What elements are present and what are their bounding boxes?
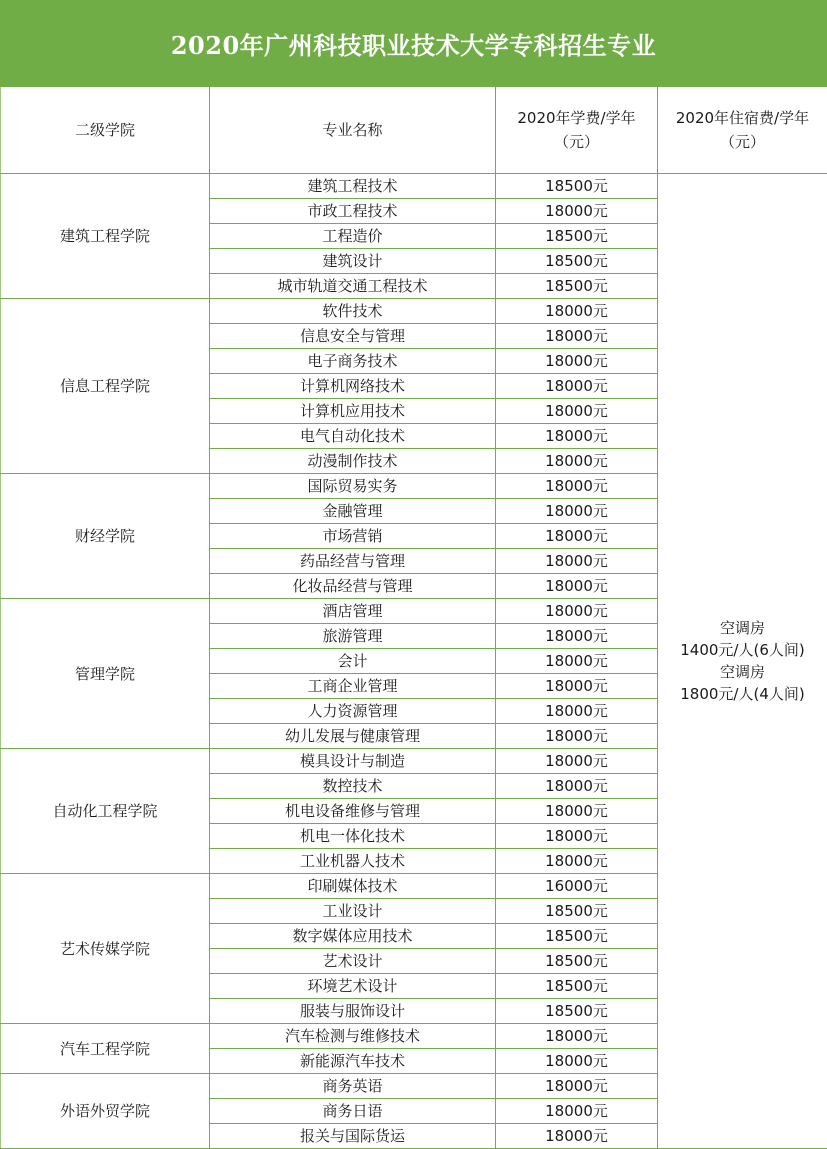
major-name-cell: 数控技术 bbox=[210, 774, 496, 799]
tuition-fee-cell: 18000元 bbox=[496, 399, 658, 424]
header-college-label: 二级学院 bbox=[74, 121, 135, 139]
tuition-fee-cell: 18000元 bbox=[496, 624, 658, 649]
major-name-cell: 商务日语 bbox=[210, 1099, 496, 1124]
major-name-cell: 酒店管理 bbox=[210, 599, 496, 624]
tuition-fee-cell: 16000元 bbox=[496, 874, 658, 899]
major-name-cell: 药品经营与管理 bbox=[210, 549, 496, 574]
college-name-cell: 建筑工程学院 bbox=[1, 174, 210, 299]
major-name-cell: 市政工程技术 bbox=[210, 199, 496, 224]
major-name-cell: 工业机器人技术 bbox=[210, 849, 496, 874]
college-name-cell: 管理学院 bbox=[1, 599, 210, 749]
tuition-fee-cell: 18000元 bbox=[496, 674, 658, 699]
college-name-cell: 艺术传媒学院 bbox=[1, 874, 210, 1024]
tuition-fee-cell: 18500元 bbox=[496, 974, 658, 999]
major-name-cell: 工业设计 bbox=[210, 899, 496, 924]
dorm-fee-cell bbox=[658, 174, 827, 1149]
dorm-fee-line1: 空调房 bbox=[719, 619, 765, 637]
tuition-fee-cell: 18000元 bbox=[496, 749, 658, 774]
tuition-fee-cell: 18000元 bbox=[496, 499, 658, 524]
tuition-fee-cell: 18000元 bbox=[496, 699, 658, 724]
major-name-cell: 金融管理 bbox=[210, 499, 496, 524]
tuition-fee-cell: 18000元 bbox=[496, 424, 658, 449]
tuition-fee-cell: 18000元 bbox=[496, 824, 658, 849]
major-name-cell: 建筑设计 bbox=[210, 249, 496, 274]
college-name-cell: 财经学院 bbox=[1, 474, 210, 599]
tuition-fee-cell: 18000元 bbox=[496, 474, 658, 499]
header-tuition-line2: （元） bbox=[553, 133, 599, 151]
tuition-fee-cell: 18000元 bbox=[496, 524, 658, 549]
major-name-cell: 动漫制作技术 bbox=[210, 449, 496, 474]
tuition-fee-cell: 18500元 bbox=[496, 249, 658, 274]
major-name-cell: 数字媒体应用技术 bbox=[210, 924, 496, 949]
major-name-cell: 印刷媒体技术 bbox=[210, 874, 496, 899]
dorm-fee-line3: 空调房 bbox=[719, 663, 765, 681]
major-name-cell: 信息安全与管理 bbox=[210, 324, 496, 349]
tuition-fee-cell: 18000元 bbox=[496, 1074, 658, 1099]
major-name-cell: 机电设备维修与管理 bbox=[210, 799, 496, 824]
major-name-cell: 人力资源管理 bbox=[210, 699, 496, 724]
tuition-fee-cell: 18000元 bbox=[496, 374, 658, 399]
major-name-cell: 模具设计与制造 bbox=[210, 749, 496, 774]
header-dorm-line1: 2020年住宿费/学年 bbox=[675, 109, 810, 127]
major-name-cell: 计算机应用技术 bbox=[210, 399, 496, 424]
tuition-fee-cell: 18500元 bbox=[496, 274, 658, 299]
header-dorm-line2: （元） bbox=[719, 133, 765, 151]
major-name-cell: 工程造价 bbox=[210, 224, 496, 249]
major-name-cell: 幼儿发展与健康管理 bbox=[210, 724, 496, 749]
major-name-cell: 工商企业管理 bbox=[210, 674, 496, 699]
college-name-cell: 信息工程学院 bbox=[1, 299, 210, 474]
tuition-fee-cell: 18000元 bbox=[496, 649, 658, 674]
tuition-fee-cell: 18000元 bbox=[496, 1049, 658, 1074]
title-bar bbox=[0, 0, 827, 86]
tuition-fee-cell: 18000元 bbox=[496, 324, 658, 349]
page-title: 2020年广州科技职业技术大学专科招生专业 bbox=[170, 30, 657, 60]
dorm-fee-line4: 1800元/人(4人间) bbox=[680, 685, 805, 703]
tuition-fee-cell: 18000元 bbox=[496, 549, 658, 574]
major-name-cell: 汽车检测与维修技术 bbox=[210, 1024, 496, 1049]
major-name-cell: 国际贸易实务 bbox=[210, 474, 496, 499]
tuition-fee-cell: 18500元 bbox=[496, 949, 658, 974]
header-major bbox=[210, 87, 496, 174]
major-name-cell: 机电一体化技术 bbox=[210, 824, 496, 849]
tuition-fee-cell: 18500元 bbox=[496, 924, 658, 949]
table-header-row bbox=[1, 87, 827, 174]
major-name-cell: 电子商务技术 bbox=[210, 349, 496, 374]
tuition-fee-cell: 18000元 bbox=[496, 199, 658, 224]
college-name-cell: 自动化工程学院 bbox=[1, 749, 210, 874]
tuition-fee-cell: 18000元 bbox=[496, 799, 658, 824]
tuition-fee-cell: 18500元 bbox=[496, 899, 658, 924]
major-name-cell: 报关与国际货运 bbox=[210, 1124, 496, 1149]
tuition-fee-cell: 18000元 bbox=[496, 1024, 658, 1049]
major-name-cell: 城市轨道交通工程技术 bbox=[210, 274, 496, 299]
tuition-fee-cell: 18000元 bbox=[496, 724, 658, 749]
tuition-fee-cell: 18000元 bbox=[496, 774, 658, 799]
dorm-fee-line2: 1400元/人(6人间) bbox=[680, 641, 805, 659]
tuition-fee-cell: 18000元 bbox=[496, 299, 658, 324]
header-tuition bbox=[496, 87, 658, 174]
tuition-fee-cell: 18500元 bbox=[496, 224, 658, 249]
tuition-fee-cell: 18000元 bbox=[496, 349, 658, 374]
tuition-fee-cell: 18000元 bbox=[496, 574, 658, 599]
college-name-cell: 外语外贸学院 bbox=[1, 1074, 210, 1149]
major-name-cell: 旅游管理 bbox=[210, 624, 496, 649]
major-name-cell: 商务英语 bbox=[210, 1074, 496, 1099]
tuition-fee-cell: 18000元 bbox=[496, 599, 658, 624]
tuition-fee-cell: 18000元 bbox=[496, 1099, 658, 1124]
major-name-cell: 服装与服饰设计 bbox=[210, 999, 496, 1024]
major-name-cell: 会计 bbox=[210, 649, 496, 674]
tuition-fee-cell: 18000元 bbox=[496, 449, 658, 474]
majors-table bbox=[0, 86, 827, 1149]
header-tuition-line1: 2020年学费/学年 bbox=[517, 109, 636, 127]
college-name-cell: 汽车工程学院 bbox=[1, 1024, 210, 1074]
tuition-fee-cell: 18000元 bbox=[496, 849, 658, 874]
tuition-fee-cell: 18500元 bbox=[496, 999, 658, 1024]
major-name-cell: 建筑工程技术 bbox=[210, 174, 496, 199]
header-major-label: 专业名称 bbox=[322, 121, 383, 139]
tuition-fee-cell: 18000元 bbox=[496, 1124, 658, 1149]
major-name-cell: 新能源汽车技术 bbox=[210, 1049, 496, 1074]
major-name-cell: 市场营销 bbox=[210, 524, 496, 549]
tuition-fee-cell: 18500元 bbox=[496, 174, 658, 199]
table-row bbox=[1, 174, 827, 199]
major-name-cell: 环境艺术设计 bbox=[210, 974, 496, 999]
major-name-cell: 艺术设计 bbox=[210, 949, 496, 974]
major-name-cell: 化妆品经营与管理 bbox=[210, 574, 496, 599]
major-name-cell: 计算机网络技术 bbox=[210, 374, 496, 399]
major-name-cell: 电气自动化技术 bbox=[210, 424, 496, 449]
major-name-cell: 软件技术 bbox=[210, 299, 496, 324]
header-dorm bbox=[658, 87, 827, 174]
header-college bbox=[1, 87, 210, 174]
